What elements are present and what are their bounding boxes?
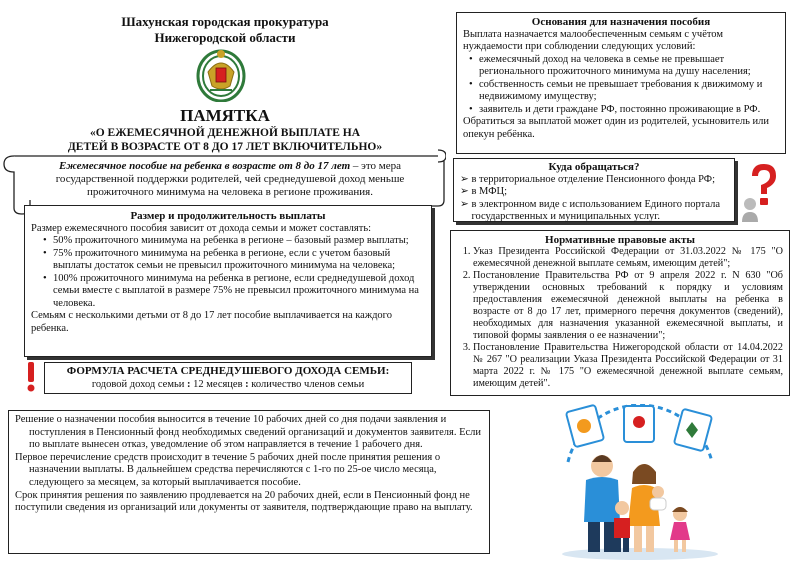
where-item: ➢ в МФЦ; xyxy=(460,186,508,197)
where-item-text: в МФЦ; xyxy=(471,186,508,197)
decision-paragraph: Первое перечисление средств происходит в течение 5 рабочих дней после принятия решения о назначении выплаты. В дальнейшем средства перечисляются с 1-го по 25-ое число месяца, следующего за месяцем, за который выплачивается пособие. xyxy=(15,451,441,488)
family-illustration xyxy=(540,404,740,560)
decision-paragraph: Срок принятия решения по заявлению продлевается на 20 рабочих дней, если в Пенсионный фонд не поступили сведения из организаций или документы от заявителя, подтверждающие право на выплату. xyxy=(15,489,473,514)
grounds-section xyxy=(456,12,786,154)
payment-size-section xyxy=(24,205,432,357)
where-item-text: в электронном виде с использованием Единого портала государственных и муниципальных услуг. xyxy=(471,198,721,222)
payment-size-item: • 100% прожиточного минимума на ребенка в регионе, если среднедушевой доход семьи вместе с выплатой в размере 75% не превысил прожиточного минимума на человека. xyxy=(53,273,425,311)
memo-title: ПАМЯТКА xyxy=(180,106,270,125)
scroll-lead-rest: – это мера xyxy=(350,160,401,172)
prosecutor-emblem-icon xyxy=(196,46,246,102)
scroll-line3: прожиточного минимума на человека в регионе проживания. xyxy=(87,186,373,198)
decision-terms-section xyxy=(8,410,490,554)
payment-size-item: • 50% прожиточного минимума на ребенка в регионе – базовый размер выплаты; xyxy=(53,235,425,248)
grounds-intro: Выплата назначается малообеспеченным семьям с учётом нуждаемости при соблюдении следующих условий: xyxy=(463,28,724,52)
payment-size-title: Размер и продолжительность выплаты xyxy=(130,210,326,222)
decision-paragraph: Решение о назначении пособия выносится в течение 10 рабочих дней со дня подачи заявления и поступления в Пенсионный фонд необходимых сведений организаций и документов заявителя. Если по выплате вынесен отказ, уведомление об этом направляется в течение 1 рабочего дня. xyxy=(15,414,482,451)
payment-size-item: • 75% прожиточного минимума на ребенка в регионе, если с учетом базовый выплаты достаток семьи не превысил прожиточного минимума на человека; xyxy=(53,248,425,273)
payment-size-footer: Семьям с несколькими детьми от 8 до 17 лет пособие выплачивается на каждого ребенка. xyxy=(31,310,392,334)
memo-subtitle-line2: ДЕТЕЙ В ВОЗРАСТЕ ОТ 8 ДО 17 ЛЕТ ВКЛЮЧИТЕЛЬНО» xyxy=(67,141,383,153)
question-person-icon xyxy=(740,162,786,222)
formula-part-income: годовой доход семьи xyxy=(91,379,185,390)
where-item: ➢ в электронном виде с использованием Единого портала государственных и муниципальных услуг. xyxy=(460,199,728,224)
grounds-title: Основания для назначения пособия xyxy=(531,16,711,28)
formula-part-months: 12 месяцев xyxy=(193,379,243,390)
legal-acts-section xyxy=(450,230,790,396)
scroll-line2: государственной поддержки родителей, чей среднедушевой доход меньше xyxy=(55,173,405,185)
org-name-line2: Нижегородской области xyxy=(154,30,296,45)
payment-size-intro: Размер ежемесячного пособия зависит от дохода семьи и может составлять: xyxy=(31,222,372,234)
warning-exclamation-icon xyxy=(24,362,38,392)
where-to-apply-section xyxy=(453,158,735,222)
formula-title: ФОРМУЛА РАСЧЕТА СРЕДНЕДУШЕВОГО ДОХОДА СЕМЬИ: xyxy=(66,365,390,377)
grounds-item: • ежемесячный доход на человека в семье не превышает регионального прожиточного минимума на душу населения; xyxy=(479,54,779,79)
grounds-item: • заявитель и дети граждане РФ, постоянно проживающие в РФ. xyxy=(479,104,779,117)
scroll-lead-bold: Ежемесячное пособие на ребенка в возрасте от 8 до 17 лет xyxy=(58,160,351,172)
legal-acts-title: Нормативные правовые акты xyxy=(545,234,695,246)
org-name-line1: Шахунская городская прокуратура xyxy=(121,14,329,29)
formula-operator: : xyxy=(184,379,194,390)
where-item: ➢ в территориальное отделение Пенсионного фонда РФ; xyxy=(460,173,715,185)
where-title: Куда обращаться? xyxy=(548,161,640,173)
legal-act-item: 2. Постановление Правительства РФ от 9 апреля 2022 г. N 630 "Об утверждении основных требований к порядку и условиям предоставления ежемесячной денежной выплаты на ребенка в возрасте от 8 до 17 лет, примерного перечня документов (сведений), необходимых для назначения указанной ежемесячной выплаты, и типовой формы заявления о ее назначении"; xyxy=(473,270,783,342)
grounds-item: • собственность семьи не превышает требования к движимому и недвижимому имуществу; xyxy=(479,79,779,104)
legal-act-item: 3. Постановление Правительства Нижегородской области от 14.04.2022 № 267 "О реализации Указа Президента Российской Федерации от 31 марта 2022 г. № 175 "О ежемесячной денежной выплате семьям, имеющим детей". xyxy=(473,342,783,390)
grounds-footer: Обратиться за выплатой может один из родителей, усыновитель или опекун ребёнка. xyxy=(463,116,770,140)
memo-subtitle-line1: «О ЕЖЕМЕСЯЧНОЙ ДЕНЕЖНОЙ ВЫПЛАТЕ НА xyxy=(89,127,361,139)
formula-operator: : xyxy=(242,379,252,390)
formula-part-members: количество членов семьи xyxy=(251,379,365,390)
legal-act-item: 1. Указ Президента Российской Федерации от 31.03.2022 № 175 "О ежемесячной денежной выплате семьям, имеющим детей"; xyxy=(473,246,783,270)
formula-box xyxy=(44,362,412,394)
where-item-text: в территориальное отделение Пенсионного фонда РФ; xyxy=(471,173,715,185)
